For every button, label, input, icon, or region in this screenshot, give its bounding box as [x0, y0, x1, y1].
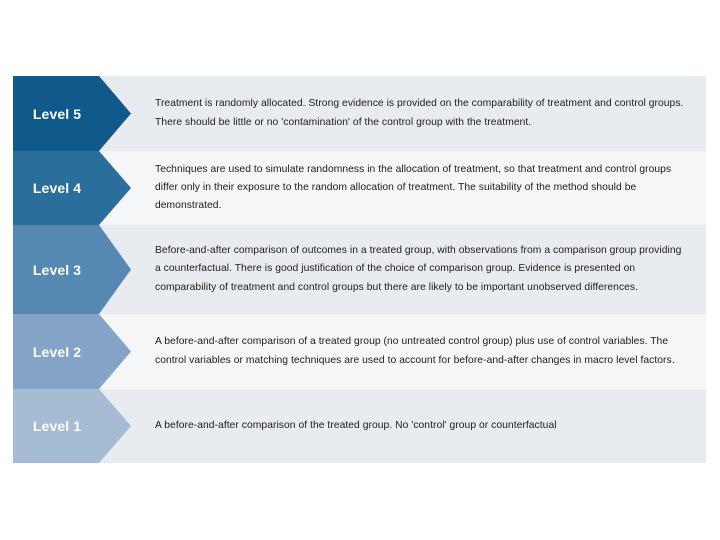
- level-row: [13, 151, 706, 225]
- level-row: [13, 225, 706, 314]
- level-row: [13, 389, 706, 463]
- level-description: Treatment is randomly allocated. Strong evidence is provided on the comparability of treatment and control groups. There should be little or no 'contamination' of the control group with the treatment.: [155, 98, 684, 128]
- level-label: Level 3: [32, 261, 82, 278]
- level-row: [13, 76, 706, 151]
- level-label: Level 4: [32, 180, 82, 196]
- level-description: A before-and-after comparison of the treated group. No 'control' group or counterfactual: [155, 419, 557, 431]
- evidence-levels-diagram: [13, 76, 706, 463]
- level-label: Level 1: [32, 418, 82, 434]
- level-description: Before-and-after comparison of outcomes in a treated group, with observations from a comparison group providing a counterfactual. There is good justification of the choice of comparison group. Evidence is presented on comparability of treatment and control groups but there are likely to be important unobserved differences.: [155, 245, 682, 293]
- level-description: A before-and-after comparison of a treated group (no untreated control group) plus use of control variables. The control variables or matching techniques are used to account for before-and-after changes in macro level factors.: [155, 336, 675, 366]
- level-description: Techniques are used to simulate randomness in the allocation of treatment, so that treatment and control groups differ only in their exposure to the random allocation of treatment. The suitability of the method should be demonstrated.: [155, 163, 672, 212]
- level-label: Level 5: [32, 105, 82, 122]
- level-row: [13, 314, 706, 389]
- level-label: Level 2: [32, 343, 82, 360]
